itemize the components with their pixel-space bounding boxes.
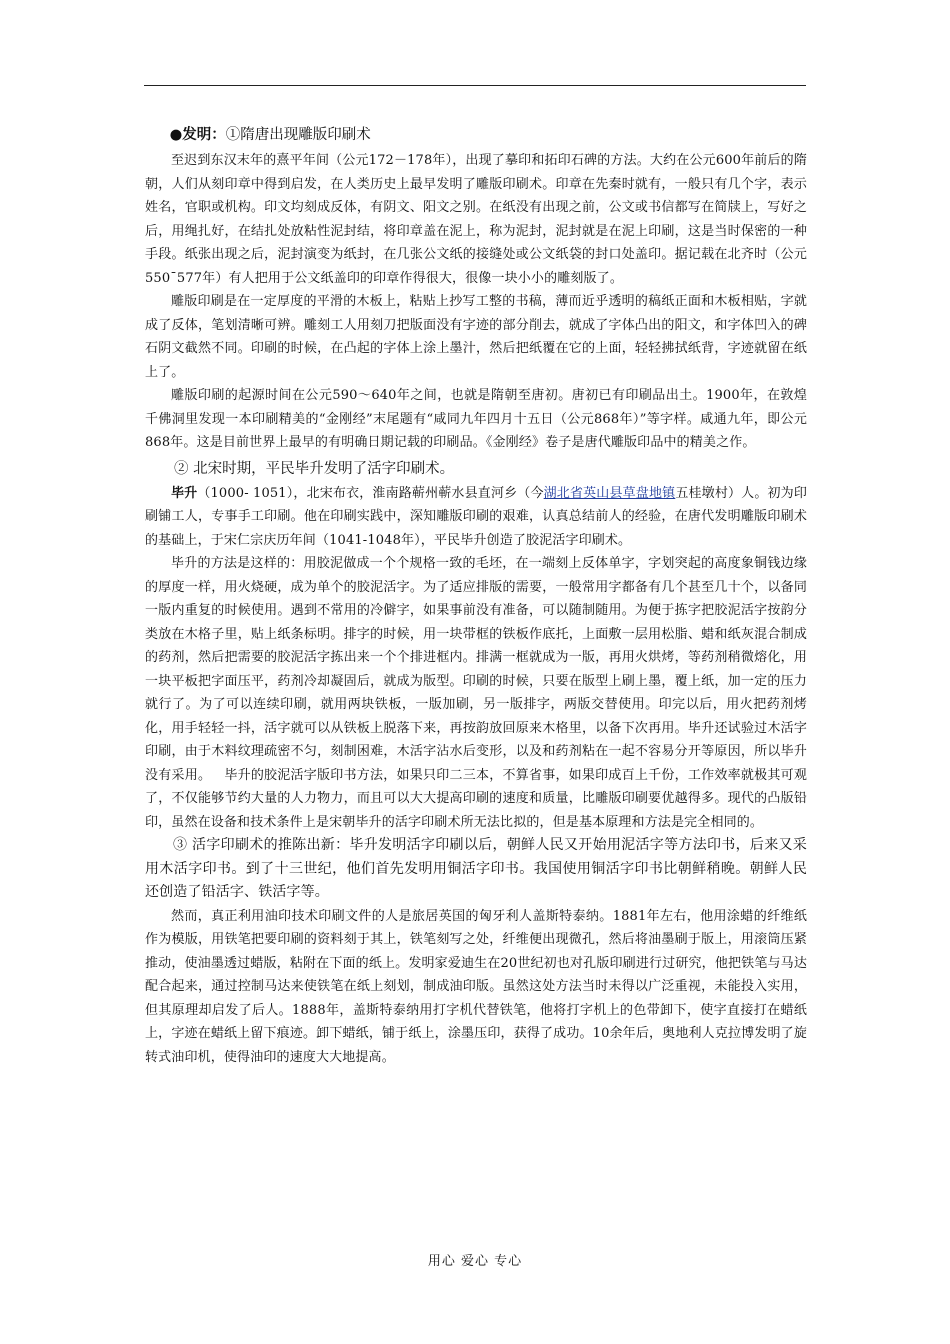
page-footer: 用心 爱心 专心 — [427, 1254, 523, 1269]
header-rule — [144, 85, 806, 86]
method-part-a: 毕升的方法是这样的：用胶泥做成一个个规格一致的毛坯，在一端刻上反体单字，字划突起的高度象铜钱边缘的厚度一样，用火烧硬，成为单个的胶泥活字。为了适应排版的需要，一般常用字都备有几个甚至几十个，以备同一版内重复的时候使用。遇到不常用的冷僻字，如果事前没有准备，可以随制随用。为便于拣字把胶泥活字按韵分类放在木格子里，贴上纸条标明。排字的时候，用一块带框的铁板作底托，上面敷一层用松脂、蜡和纸灰混合制成的药剂，然后把需要的胶泥活字拣出来一个个排进框内。排满一框就成为一版，再用火烘烤，等药剂稍微熔化，用一块平板把字面压平，药剂冷却凝固后，就成为版型。印刷的时候，只要在版型上刷上墨，覆上纸，加一定的压力就行了。为了可以连续印刷，就用两块铁板，一版加刷，另一版排字，两版交替使用。印完以后，用火把药剂烤化，用手轻轻一抖，活字就可以从铁板上脱落下来，再按韵放回原来木格里，以备下次再用。毕升还试验过木活字印刷，由于木料纹理疏密不匀，刻制困难，木活字沾水后变形，以及和药剂粘在一起不容易分开等原因，所以毕升没有采用。 — [145, 556, 807, 783]
bisheng-name: 毕升 — [171, 485, 198, 501]
section-heading-1 — [145, 122, 807, 148]
paragraph-innovation — [145, 834, 807, 905]
bullet: ● — [169, 126, 183, 143]
intro-after: 五桂墩村）人。初为印刷铺工人，专事手工印刷。他在印刷实践中，深知雕版印刷的艰难，认真总结前人的经验，在唐代发明雕版印刷术的基础上，于宋仁宗庆历年间（1041-1048年），平民毕升创造了胶泥活字印刷术。 — [145, 485, 807, 548]
innovation-lead: 毕升发明活字印刷以后，朝鲜人民又开始用泥活字等方法印书，后来又采用木活字印书。到了十三世纪，他们首先发明用铜活字印书。我国使用铜活字印书比朝鲜稍晚。朝鲜人民还创造了铅活字、铁活字等。 — [145, 837, 807, 900]
section-heading-3: ③ 活字印刷术的推陈出新： — [173, 837, 350, 853]
paragraph-1: 至迟到东汉末年的熹平年间（公元172－178年），出现了摹印和拓印石碑的方法。大约在公元600年前后的隋朝，人们从刻印章中得到启发，在人类历史上最早发明了雕版印刷术。印章在先秦时就有，一般只有几个字，表示姓名，官职或机构。印文均刻成反体，有阴文、阳文之别。在纸没有出现之前，公文或书信都写在简牍上，写好之后，用绳扎好，在结扎处放粘性泥封结，将印章盖在泥上，称为泥封，泥封就是在泥上印刷，这是当时保密的一种手段。纸张出现之后，泥封演变为纸封，在几张公文纸的接缝处或公文纸袋的封口处盖印。据记载在北齐时（公元550¯577年）有人把用于公文纸盖印的印章作得很大，很像一块小小的雕刻版了。 — [145, 153, 807, 286]
paragraph-2: 雕版印刷是在一定厚度的平滑的木板上，粘贴上抄写工整的书稿，薄而近乎透明的稿纸正面和木板相贴，字就成了反体，笔划清晰可辨。雕刻工人用刻刀把版面没有字迹的部分削去，就成了字体凸出的阳文，和字体凹入的碑石阴文截然不同。印刷的时候，在凸起的字体上涂上墨汁，然后把纸覆在它的上面，轻轻拂拭纸背，字迹就留在纸上了。 — [145, 294, 807, 380]
place-link[interactable]: 湖北省英山县草盘地镇 — [543, 485, 676, 501]
section-heading-2: ② 北宋时期，平民毕升发明了活字印刷术。 — [174, 460, 455, 477]
heading-title: ①隋唐出现雕版印刷术 — [225, 127, 371, 143]
paragraph-method — [145, 552, 807, 834]
document-body — [145, 122, 807, 1069]
method-part-b: 毕升的胶泥活字版印书方法，如果只印二三本，不算省事，如果印成百上千份，工作效率就极其可观了，不仅能够节约大量的人力物力，而且可以大大提高印刷的速度和质量，比雕版印刷要优越得多。现代的凸版铅印，虽然在设备和技术条件上是宋朝毕升的活字印刷术所无法比拟的，但是基本原理和方法是完全相同的。 — [145, 767, 807, 830]
heading-label: 发明： — [182, 126, 226, 143]
paragraph-bisheng-intro — [145, 482, 807, 553]
paragraph-3: 雕版印刷的起源时间在公元590～640年之间，也就是隋朝至唐初。唐初已有印刷品出土。1900年，在敦煌千佛洞里发现一本印刷精美的“金刚经”末尾题有“咸同九年四月十五日（公元868年）”等字样。咸通九年，即公元868年。这是目前世界上最早的有明确日期记载的印刷品。《金刚经》卷子是唐代雕版印品中的精美之作。 — [145, 388, 807, 450]
paragraph-mimeograph: 然而，真正利用油印技术印刷文件的人是旅居英国的匈牙利人盖斯特泰纳。1881年左右，他用涂蜡的纤维纸作为模版，用铁笔把要印刷的资料刻于其上，铁笔刻写之处，纤维便出现微孔，然后将油墨刷于版上，用滚筒压紧推动，使油墨透过蜡版，粘附在下面的纸上。发明家爱迪生在20世纪初也对孔版印刷进行过研究，他把铁笔与马达配合起来，通过控制马达来使铁笔在纸上刻划，制成油印版。虽然这处方法当时未得以广泛重视，未能投入实用，但其原理却启发了后人。1888年，盖斯特泰纳用打字机代替铁笔，他将打字机上的色带卸下，使字直接打在蜡纸上，字迹在蜡纸上留下痕迹。卸下蜡纸，铺于纸上，涂墨压印，获得了成功。10余年后，奥地利人克拉博发明了旋转式油印机，使得油印的速度大大地提高。 — [145, 908, 807, 1065]
intro-before: （1000- 1051），北宋布衣，淮南路蕲州蕲水县直河乡（今 — [197, 485, 544, 501]
